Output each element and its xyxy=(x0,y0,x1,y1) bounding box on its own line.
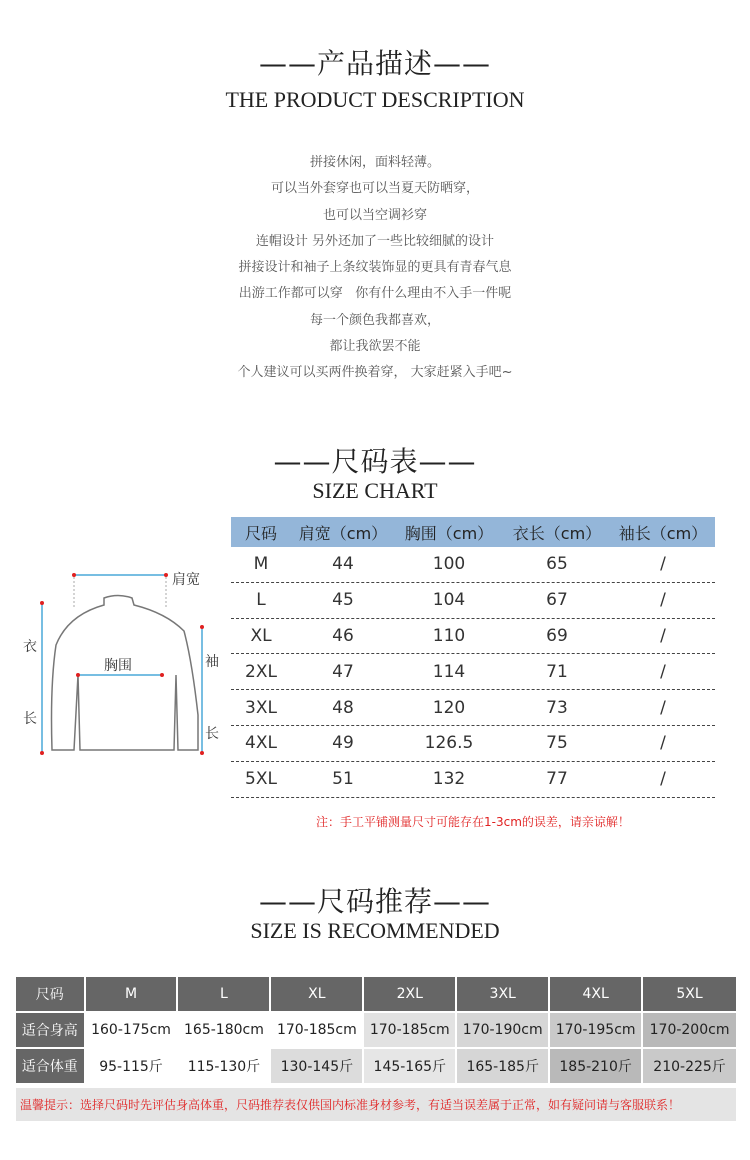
description-line: 个人建议可以买两件换着穿， 大家赶紧入手吧~ xyxy=(237,365,513,381)
weight-row xyxy=(16,1049,736,1085)
size-chart-row xyxy=(231,619,715,655)
size-chart-row xyxy=(231,726,715,762)
recommend-cell: 115-130斤 xyxy=(178,1049,271,1085)
size-chart-cell: 104 xyxy=(432,590,466,611)
header-cell: 衣长（cm） xyxy=(512,523,602,543)
size-chart-row xyxy=(231,690,715,726)
recommend-cell: 145-165斤 xyxy=(364,1049,457,1085)
sleeve-label-2: 长 xyxy=(205,726,219,742)
recommend-cell: 尺码 xyxy=(16,977,86,1013)
size-chart-cell: 100 xyxy=(432,554,466,575)
recommend-title-en: SIZE IS RECOMMENDED xyxy=(250,918,500,943)
size-chart-cell: 44 xyxy=(332,554,354,575)
size-chart-table xyxy=(231,517,715,798)
size-chart-cell: 67 xyxy=(546,590,568,611)
description-title-zh: ——产品描述—— xyxy=(258,47,491,80)
size-chart-cell: / xyxy=(660,661,666,682)
recommend-header-row xyxy=(16,977,736,1013)
recommend-warning: 温馨提示：选择尺码时先评估身高体重，尺码推荐表仅供国内标准身材参考，有适当误差属于正常，如有疑问请与客服联系！ xyxy=(16,1088,736,1121)
recommend-cell: 210-225斤 xyxy=(643,1049,736,1085)
description-line: 都让我欲罢不能 xyxy=(329,339,421,355)
recommend-cell: 170-185cm xyxy=(271,1013,364,1049)
size-chart-cell: / xyxy=(660,697,666,718)
shoulder-label: 肩宽 xyxy=(172,572,200,588)
size-chart-title-en: SIZE CHART xyxy=(312,478,438,503)
chest-label: 胸围 xyxy=(104,658,132,674)
recommend-cell: XL xyxy=(271,977,364,1013)
size-chart-row xyxy=(231,583,715,619)
description-line: 可以当外套穿也可以当夏天防晒穿， xyxy=(270,181,479,197)
recommend-cell: 160-175cm xyxy=(86,1013,179,1049)
recommend-cell: 170-185cm xyxy=(364,1013,457,1049)
description-line: 拼接设计和袖子上条纹装饰显的更具有青春气息 xyxy=(238,260,512,276)
recommend-cell: 5XL xyxy=(643,977,736,1013)
size-chart-cell: 120 xyxy=(432,697,466,718)
size-chart-title-zh: ——尺码表—— xyxy=(273,445,477,478)
size-chart-cell: 51 xyxy=(332,769,354,790)
recommend-cell: 130-145斤 xyxy=(271,1049,364,1085)
size-chart-cell: 45 xyxy=(332,590,354,611)
description-title-en: THE PRODUCT DESCRIPTION xyxy=(225,87,525,112)
recommend-cell: 适合体重 xyxy=(16,1049,86,1085)
size-chart-cell: 47 xyxy=(332,661,354,682)
size-chart-cell: 65 xyxy=(546,554,568,575)
size-chart-cell: / xyxy=(660,733,666,754)
recommend-cell: 165-180cm xyxy=(178,1013,271,1049)
recommend-cell: 适合身高 xyxy=(16,1013,86,1049)
recommend-cell: 165-185斤 xyxy=(457,1049,550,1085)
recommend-cell: 4XL xyxy=(550,977,643,1013)
size-chart-cell: 5XL xyxy=(245,769,277,790)
size-chart-cell: / xyxy=(660,769,666,790)
size-chart-cell: 3XL xyxy=(245,697,277,718)
length-label-1: 衣 xyxy=(23,639,37,655)
size-chart-cell: 2XL xyxy=(245,661,277,682)
recommend-cell: 170-190cm xyxy=(457,1013,550,1049)
header-cell: 胸围（cm） xyxy=(404,523,494,543)
size-chart-row xyxy=(231,547,715,583)
header-cell: 尺码 xyxy=(244,523,277,543)
description-text xyxy=(0,150,750,387)
size-chart-cell: 49 xyxy=(332,733,354,754)
size-chart-cell: 132 xyxy=(432,769,466,790)
size-chart-cell: 4XL xyxy=(245,733,277,754)
size-chart-cell: L xyxy=(256,590,266,611)
size-chart-cell: 48 xyxy=(332,697,354,718)
size-chart-cell: M xyxy=(253,554,269,575)
size-chart-cell: / xyxy=(660,554,666,575)
recommend-cell: 3XL xyxy=(457,977,550,1013)
recommend-cell: M xyxy=(86,977,179,1013)
size-chart-cell: 77 xyxy=(546,769,568,790)
recommend-table xyxy=(16,977,736,1085)
recommend-cell: 170-200cm xyxy=(643,1013,736,1049)
size-chart-cell: 69 xyxy=(546,625,568,646)
size-chart-cell: 126.5 xyxy=(424,733,474,754)
size-chart-cell: 73 xyxy=(546,697,568,718)
size-chart-cell: 75 xyxy=(546,733,568,754)
description-line: 也可以当空调衫穿 xyxy=(322,207,427,223)
size-chart-cell: XL xyxy=(250,625,272,646)
size-chart-header xyxy=(231,517,715,547)
recommend-cell: 170-195cm xyxy=(550,1013,643,1049)
size-chart-cell: / xyxy=(660,590,666,611)
recommend-cell: L xyxy=(178,977,271,1013)
header-cell: 肩宽（cm） xyxy=(298,523,388,543)
measurement-note: 注：手工平铺测量尺寸可能存在1-3cm的误差，请亲谅解！ xyxy=(316,815,630,829)
recommend-cell: 2XL xyxy=(364,977,457,1013)
sleeve-label-1: 袖 xyxy=(205,654,219,670)
description-line: 拼接休闲，面料轻薄。 xyxy=(309,155,440,170)
recommend-cell: 185-210斤 xyxy=(550,1049,643,1085)
height-row xyxy=(16,1013,736,1049)
header-cell: 袖长（cm） xyxy=(618,523,708,543)
size-chart-row xyxy=(231,654,715,690)
description-line: 每一个颜色我都喜欢， xyxy=(309,312,440,328)
size-chart-cell: 46 xyxy=(332,625,354,646)
size-chart-row xyxy=(231,762,715,798)
size-chart-cell: / xyxy=(660,625,666,646)
recommend-cell: 95-115斤 xyxy=(86,1049,179,1085)
description-line: 出游工作都可以穿 你有什么理由不入手一件呢 xyxy=(238,286,512,302)
size-chart-cell: 71 xyxy=(546,661,568,682)
recommend-title-zh: ——尺码推荐—— xyxy=(258,885,491,918)
length-label-2: 长 xyxy=(23,711,37,727)
size-chart-cell: 114 xyxy=(432,661,466,682)
description-line: 连帽设计 另外还加了一些比较细腻的设计 xyxy=(255,233,495,249)
size-chart-cell: 110 xyxy=(432,625,466,646)
